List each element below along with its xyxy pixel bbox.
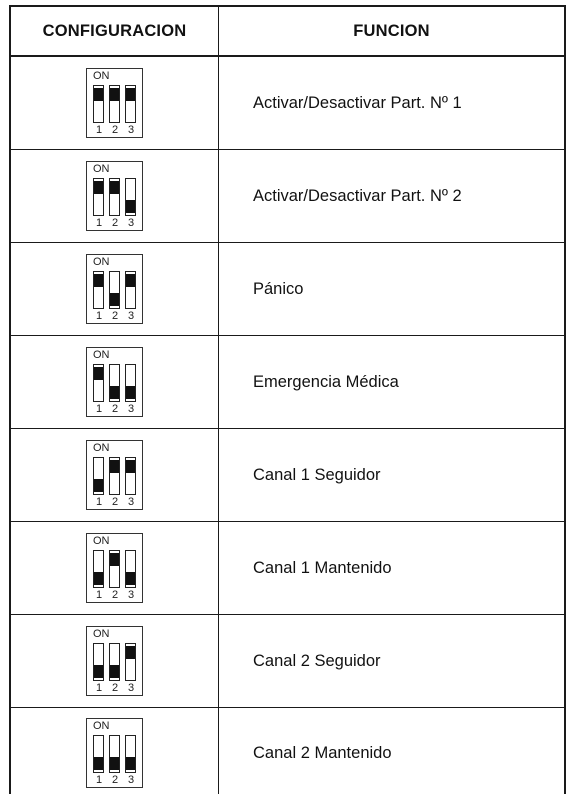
dip-number-label: 3: [127, 682, 135, 694]
dip-number-label: 2: [111, 403, 119, 415]
table-row: [11, 150, 564, 243]
dip-on-label: ON: [93, 535, 110, 547]
dip-switch-knob-down: [94, 572, 103, 585]
table-row: [11, 243, 564, 336]
dip-number-label: 3: [127, 774, 135, 786]
dip-number-label: 1: [95, 682, 103, 694]
function-cell: [253, 150, 564, 242]
dip-switch-3: [125, 643, 136, 681]
dip-number-label: 1: [95, 217, 103, 229]
dip-switch-2: [109, 271, 120, 309]
config-cell: [11, 150, 218, 242]
table-row: [11, 336, 564, 429]
dip-number-label: 3: [127, 310, 135, 322]
dip-switch-knob-down: [126, 386, 135, 399]
dip-on-label: ON: [93, 70, 110, 82]
dip-on-label: ON: [93, 163, 110, 175]
dip-switch-knob-up: [110, 460, 119, 473]
dip-on-label: ON: [93, 720, 110, 732]
dip-switch-diagram: [86, 626, 143, 696]
table-row: [11, 708, 564, 798]
dip-switch-1: [93, 85, 104, 123]
dip-switch-1: [93, 457, 104, 495]
dip-switch-2: [109, 178, 120, 216]
config-cell: [11, 243, 218, 335]
function-label: Canal 2 Seguidor: [253, 651, 381, 670]
function-cell: [253, 243, 564, 335]
dip-switch-3: [125, 457, 136, 495]
table-row: [11, 615, 564, 708]
function-label: Canal 1 Mantenido: [253, 558, 392, 577]
dip-number-label: 1: [95, 124, 103, 136]
function-label: Activar/Desactivar Part. Nº 1: [253, 93, 462, 112]
dip-switch-diagram: [86, 254, 143, 324]
function-label: Canal 2 Mantenido: [253, 743, 392, 762]
dip-switch-knob-up: [94, 181, 103, 194]
dip-switch-knob-down: [94, 665, 103, 678]
dip-number-label: 1: [95, 310, 103, 322]
table-row: [11, 57, 564, 150]
dip-switch-diagram: [86, 718, 143, 788]
dip-number-label: 1: [95, 403, 103, 415]
dip-switch-knob-up: [126, 460, 135, 473]
dip-switch-2: [109, 85, 120, 123]
dip-switch-2: [109, 643, 120, 681]
dip-switch-diagram: [86, 440, 143, 510]
dip-on-label: ON: [93, 628, 110, 640]
dip-switch-2: [109, 735, 120, 773]
dip-number-label: 2: [111, 496, 119, 508]
dip-switch-knob-up: [110, 181, 119, 194]
function-label: Pánico: [253, 279, 304, 298]
function-cell: [253, 615, 564, 707]
function-label: Emergencia Médica: [253, 372, 399, 391]
table-header: [11, 7, 564, 57]
dip-switch-1: [93, 550, 104, 588]
dip-switch-3: [125, 364, 136, 402]
dip-switch-3: [125, 550, 136, 588]
dip-switch-knob-up: [94, 367, 103, 380]
dip-number-label: 2: [111, 589, 119, 601]
dip-number-label: 3: [127, 217, 135, 229]
dip-switch-knob-down: [110, 665, 119, 678]
header-configuracion: CONFIGURACION: [42, 22, 187, 40]
dip-number-label: 3: [127, 124, 135, 136]
dip-switch-diagram: [86, 68, 143, 138]
dip-on-label: ON: [93, 256, 110, 268]
dip-number-label: 2: [111, 310, 119, 322]
function-cell: [253, 57, 564, 149]
dip-switch-1: [93, 735, 104, 773]
dip-number-label: 2: [111, 682, 119, 694]
dip-switch-knob-down: [126, 572, 135, 585]
dip-switch-knob-down: [94, 757, 103, 770]
function-cell: [253, 336, 564, 428]
dip-number-label: 2: [111, 124, 119, 136]
dip-switch-knob-up: [126, 88, 135, 101]
dip-number-label: 1: [95, 589, 103, 601]
dip-switch-knob-down: [126, 757, 135, 770]
function-cell: [253, 708, 564, 798]
config-cell: [11, 708, 218, 798]
dip-switch-diagram: [86, 161, 143, 231]
header-funcion: FUNCION: [353, 22, 430, 40]
dip-number-label: 2: [111, 217, 119, 229]
dip-switch-2: [109, 550, 120, 588]
config-cell: [11, 336, 218, 428]
dip-switch-1: [93, 643, 104, 681]
table-row: [11, 429, 564, 522]
dip-switch-3: [125, 178, 136, 216]
dip-switch-knob-down: [94, 479, 103, 492]
dip-switch-knob-down: [110, 293, 119, 306]
config-cell: [11, 522, 218, 614]
dip-on-label: ON: [93, 349, 110, 361]
function-label: Activar/Desactivar Part. Nº 2: [253, 186, 462, 205]
dip-switch-3: [125, 735, 136, 773]
dip-on-label: ON: [93, 442, 110, 454]
dip-switch-1: [93, 178, 104, 216]
dip-number-label: 2: [111, 774, 119, 786]
function-cell: [253, 429, 564, 521]
dip-number-label: 3: [127, 403, 135, 415]
dip-number-label: 1: [95, 496, 103, 508]
dip-switch-knob-up: [94, 274, 103, 287]
dip-switch-knob-up: [94, 88, 103, 101]
dip-switch-knob-up: [110, 553, 119, 566]
config-cell: [11, 615, 218, 707]
dip-number-label: 1: [95, 774, 103, 786]
dip-switch-diagram: [86, 347, 143, 417]
config-cell: [11, 429, 218, 521]
dip-switch-knob-up: [126, 274, 135, 287]
dip-switch-knob-down: [110, 386, 119, 399]
table-row: [11, 522, 564, 615]
config-cell: [11, 57, 218, 149]
function-cell: [253, 522, 564, 614]
dip-switch-knob-up: [110, 88, 119, 101]
dip-switch-2: [109, 364, 120, 402]
dip-switch-3: [125, 85, 136, 123]
dip-switch-knob-up: [126, 646, 135, 659]
function-label: Canal 1 Seguidor: [253, 465, 381, 484]
dip-number-label: 3: [127, 496, 135, 508]
configuration-table: [9, 5, 566, 794]
dip-switch-diagram: [86, 533, 143, 603]
dip-number-label: 3: [127, 589, 135, 601]
dip-switch-3: [125, 271, 136, 309]
dip-switch-1: [93, 364, 104, 402]
dip-switch-knob-down: [110, 757, 119, 770]
dip-switch-1: [93, 271, 104, 309]
dip-switch-2: [109, 457, 120, 495]
dip-switch-knob-down: [126, 200, 135, 213]
